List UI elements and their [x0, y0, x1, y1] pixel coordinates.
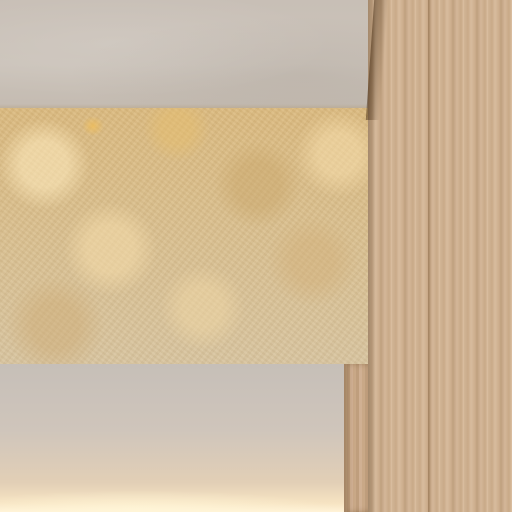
gold-panel-glint: [82, 116, 104, 136]
wood-panel-seam: [428, 0, 431, 512]
wood-panel-column: [368, 0, 512, 512]
wood-reveal-strip: [344, 364, 368, 512]
gold-textured-panel: [0, 108, 368, 364]
upper-plaster-wall: [0, 0, 380, 108]
warm-light-glow: [0, 490, 346, 512]
